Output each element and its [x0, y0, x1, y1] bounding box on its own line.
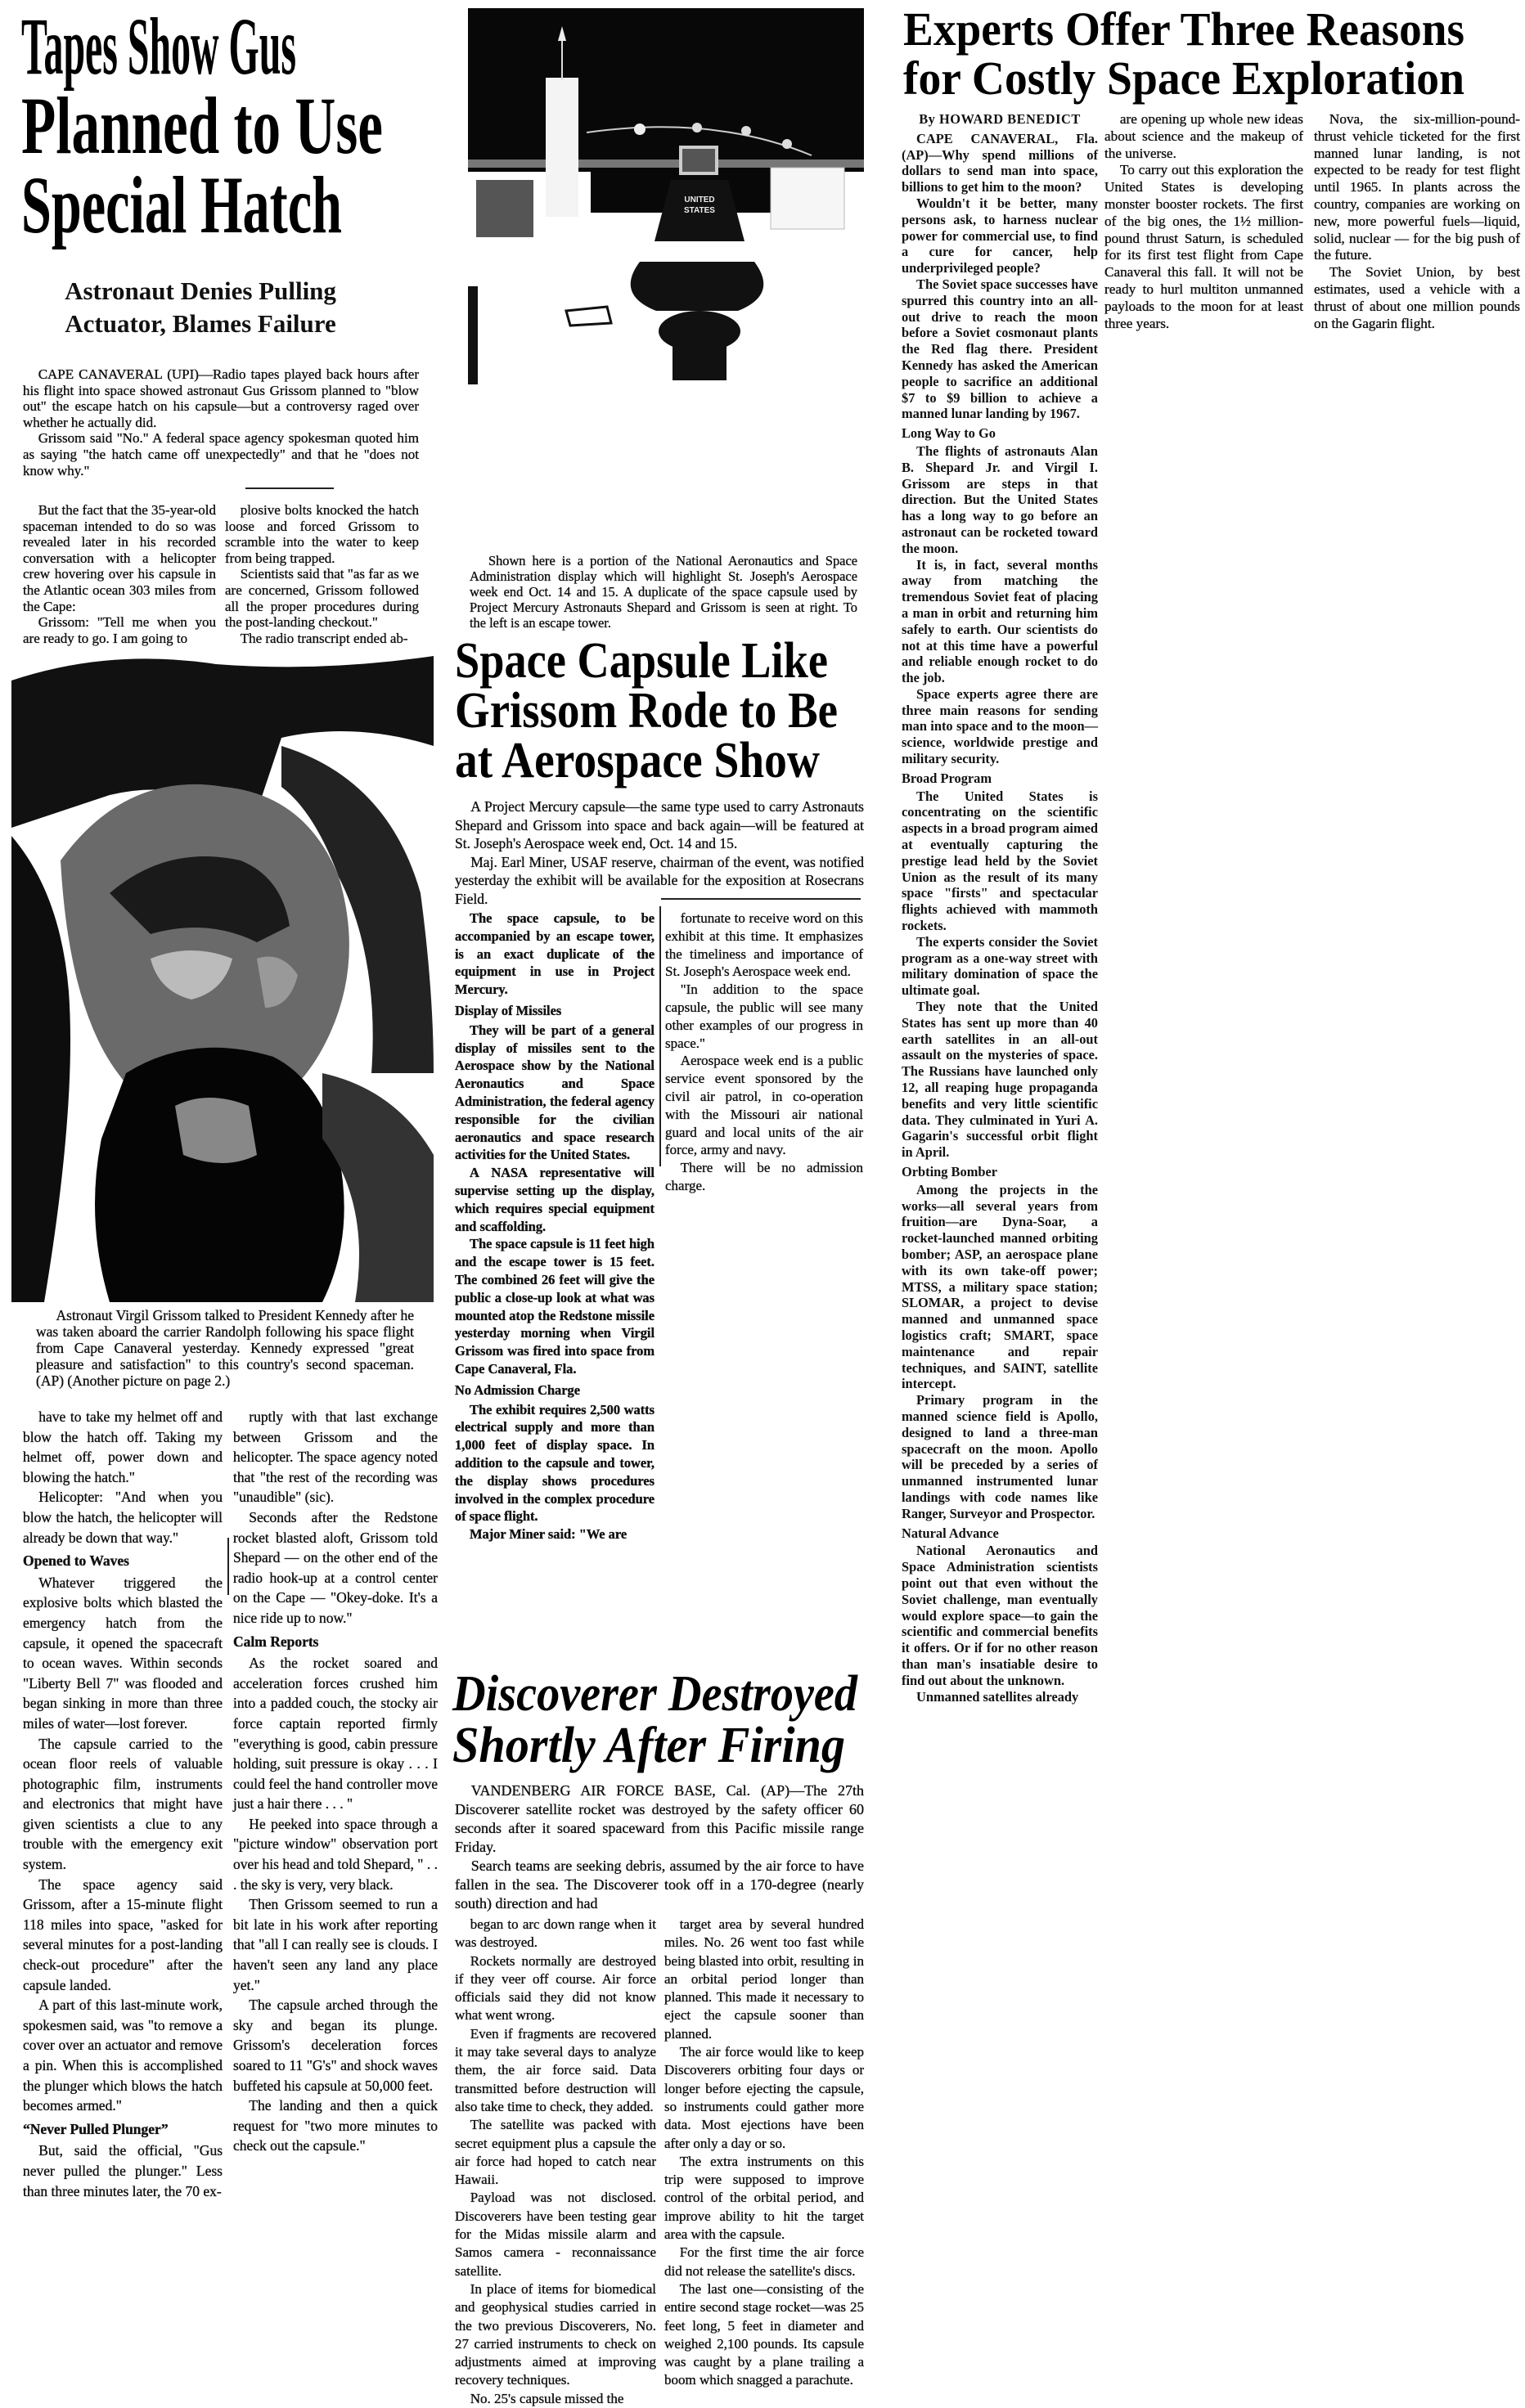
paragraph: are opening up whole new ideas about science and the makeup of the universe. — [1104, 111, 1303, 161]
paragraph: CAPE CANAVERAL (UPI)—Radio tapes played back hours after his flight into space showed astronaut Gus Grissom planned to "blow out" the escape hatch on his capsule—but a controversy raged over whether he actually did. — [23, 366, 419, 430]
paragraph: A part of this last-minute work, spokesmen said, was "to remove a cover over an actuator and remove a pin. When this is accomplished the plunger which blows the hatch becomes armed." — [23, 1997, 223, 2114]
divider — [245, 487, 334, 489]
paragraph: The experts consider the Soviet program as a one-way street with military domination of space the ultimate goal. — [902, 933, 1098, 999]
grissom-photo — [11, 648, 434, 1302]
section-subhead: Long Way to Go — [902, 425, 996, 442]
paragraph: The Soviet Union, by best estimates, used a vehicle with a thrust of about one million pounds on the Gagarin flight. — [1314, 264, 1520, 331]
paragraph: The capsule carried to the ocean floor reels of valuable photographic film, instruments and electronics that might have given scientists a clue to any trouble with the emergency exit system. — [23, 1735, 223, 1873]
section-subhead: Broad Program — [902, 770, 992, 786]
paragraph: Search teams are seeking debris, assumed by the air force to have fallen in the sea. The Discoverer took off in a 170-degree (nearly south) direction and had — [455, 1858, 864, 1912]
paragraph: have to take my helmet off and blow the hatch off. Taking my helmet off, power down and blowing the hatch." — [23, 1408, 223, 1485]
paragraph: Grissom said "No." A federal space agency spokesman quoted him as saying "the hatch came off unexpectedly" and that he "does not know why." — [23, 430, 419, 478]
tapes-lower-right-column — [233, 1407, 438, 2156]
paragraph: ruptly with that last exchange between Grissom and the helicopter. The space agency noted that "the rest of the recording was "unaudible" (sic). — [233, 1408, 438, 1506]
paragraph: Grissom: "Tell me when you are ready to go. I am going to — [23, 614, 216, 646]
paragraph: Payload was not disclosed. Discoverers have been testing gear for the Midas missile alarm and Samos camera - reconnaissance satellite. — [455, 2190, 656, 2279]
tapes-upper-left-column — [23, 502, 216, 646]
section-subhead: Display of Missiles — [455, 1002, 562, 1018]
headline-line: Discoverer Destroyed — [452, 1666, 857, 1722]
paragraph: The extra instruments on this trip were supposed to improve control of the orbital period, and improve ability to hit the target area with the capsule. — [664, 2153, 864, 2243]
headline-line: Grissom Rode to Be — [455, 683, 838, 739]
experts-column-a — [902, 111, 1098, 1705]
column-rule — [227, 1538, 229, 1595]
paragraph: A Project Mercury capsule—the same type used to carry Astronauts Shepard and Grissom into space and back again—will be featured at St. Joseph's Aerospace week end, Oct. 14 and 15. — [455, 798, 864, 852]
paragraph: The radio transcript ended ab- — [240, 630, 408, 646]
section-subhead: Orbting Bomber — [902, 1164, 998, 1179]
headline-line: for Costly Space Exploration — [903, 52, 1464, 105]
tapes-upper-right-column — [225, 502, 419, 646]
paragraph: No. 25's capsule missed the — [470, 2390, 624, 2406]
paragraph: Helicopter: "And when you blow the hatch, the helicopter will already be down that way." — [23, 1489, 223, 1546]
paragraph: Maj. Earl Miner, USAF reserve, chairman of the event, was notified yesterday the exhibit will be available for the exposition at Rosecrans Field. — [455, 853, 864, 907]
discoverer-right-column — [664, 1916, 864, 2390]
experts-headline — [903, 2, 1492, 105]
paragraph: In place of items for biomedical and geophysical studies carried in the two previous Discoverers, No. 27 carried instruments to check on adjustments aimed at improving recovery techniques. — [455, 2280, 656, 2388]
headline-line: Space Capsule Like — [455, 633, 828, 689]
capsule-right-column — [665, 910, 863, 1195]
subhead-line: Actuator, Blames Failure — [65, 309, 336, 338]
paragraph: The flights of astronauts Alan B. Shepard Jr. and Virgil I. Grissom are steps in that direction. But the United States has a long way to go before an astronaut can be rocketed toward the moon. — [902, 443, 1098, 556]
paragraph: Major Miner said: "We are — [470, 1526, 628, 1543]
paragraph: Scientists said that "as far as we are concerned, Grissom followed all the proper procedures during the post-landing checkout." — [225, 566, 419, 631]
paragraph: They will be part of a general display of missiles sent to the Aerospace show by the National Aeronautics and Space Administration, the federal agency responsible for the civilian aeronautics and space research activities for the United States. — [455, 1022, 655, 1163]
headline-line: Planned to Use — [21, 80, 383, 171]
paragraph: Rockets normally are destroyed if they veer off course. Air force officials said they did not know what went wrong. — [455, 1952, 656, 2024]
paragraph: began to arc down range when it was destroyed. — [455, 1916, 656, 1951]
byline: By HOWARD BENEDICT — [919, 111, 1081, 127]
paragraph: National Aeronautics and Space Administration scientists point out that even without the Soviet challenge, man eventually would explore space—to gain the scientific and commercial benefits it offers. Or if for no other reason than man's insatiable desire to find out about the unknown. — [902, 1543, 1098, 1688]
section-subhead: Calm Reports — [233, 1633, 319, 1650]
column-text — [902, 131, 1098, 1705]
photo-label: UNITED — [684, 195, 715, 204]
paragraph: He peeked into space through a "picture window" observation port over his head and told Shepard, " . . . the sky is very, very black. — [233, 1815, 438, 1893]
paragraph: Then Grissom seemed to run a bit late in his work after reporting that "all I can really see is clouds. I haven't seen any land any place yet." — [233, 1896, 438, 1993]
paragraph: The space capsule, to be accompanied by an escape tower, is an exact duplicate of the equipment in use in Project Mercury. — [455, 910, 655, 998]
paragraph: Primary program in the manned science field is Apollo, designed to land a three-man spacecraft on the moon. Apollo will be preceded by a series of unmanned instrumented lunar landings with code names like Ranger, Surveyor and Prospector. — [902, 1392, 1098, 1521]
paragraph: A NASA representative will supervise setting up the display, which requires special equipment and scaffolding. — [455, 1165, 655, 1234]
capsule-left-column — [455, 910, 655, 1543]
headline-line: Tapes Show Gus — [21, 1, 296, 92]
paragraph: Space experts agree there are three main reasons for sending man into space and to the moon—science, worldwide prestige and military security. — [902, 685, 1098, 767]
paragraph: Aerospace week end is a public service event sponsored by the civil air patrol, in co-operation with the Missouri air national guard and local units of the air force, army and navy. — [665, 1053, 863, 1158]
subhead-line: Astronaut Denies Pulling — [65, 276, 336, 305]
paragraph: The United States is concentrating on the scientific aspects in a broad program aimed at eventually capturing the prestige lead held by the Soviet Union as the result of its many space "firsts" and spectacular flights achieved with mammoth rockets. — [902, 788, 1098, 934]
tapes-lower-left-column — [23, 1407, 223, 2201]
section-subhead: Opened to Waves — [23, 1552, 129, 1570]
paragraph: But, said the official, "Gus never pulled the plunger." Less than three minutes later, the 70 ex- — [23, 2142, 223, 2199]
paragraph: For the first time the air force did not release the satellite's discs. — [664, 2244, 864, 2279]
paragraph: The exhibit requires 2,500 watts electrical supply and more than 1,000 feet of display space. In addition to the capsule and tower, the display shows procedures involved in the complex procedure of space flight. — [455, 1401, 655, 1525]
paragraph: CAPE CANAVERAL, Fla. (AP)—Why spend millions of dollars to send man into space, billions to get him to the moon? — [902, 130, 1098, 195]
tapes-subhead — [25, 275, 376, 340]
paragraph: The satellite was packed with secret equipment plus a capsule the air force had hoped to catch near Hawaii. — [455, 2117, 656, 2188]
paragraph: The space capsule is 11 feet high and the escape tower is 15 feet. The combined 26 feet will give the public a close-up look at what was mounted atop the Redstone missile yesterday morning when Virgil Grissom was fired into space from Cape Canaveral, Fla. — [455, 1236, 655, 1377]
capsule-lead — [455, 797, 864, 909]
paragraph: The Soviet space successes have spurred this country into an all-out drive to reach the moon before a Soviet cosmonaut plants the Red flag there. President Kennedy has asked the American people to sacrifice an additional $7 to $9 billion to achieve a manned lunar landing by 1967. — [902, 276, 1098, 422]
capsule-photo-caption — [470, 553, 857, 631]
grissom-photo-caption — [36, 1307, 414, 1389]
paragraph: The air force would like to keep Discoverers orbiting four days or longer before ejecting the capsule, so instruments could gather more data. Most ejections have been after only a day or so. — [664, 2044, 864, 2151]
headline-line: at Aerospace Show — [455, 733, 820, 788]
paragraph: Unmanned satellites already — [916, 1688, 1079, 1705]
paragraph: plosive bolts knocked the hatch loose and forced Grissom to scramble into the water to keep from being trapped. — [225, 502, 419, 566]
capsule-display-photo — [468, 8, 864, 416]
column-rule — [659, 906, 661, 1166]
photo-label: STATES — [684, 206, 715, 215]
discoverer-lead — [455, 1781, 864, 1913]
experts-column-c — [1314, 111, 1520, 332]
paragraph: Seconds after the Redstone rocket blasted aloft, Grissom told Shepard — on the other end of the radio hook-up at a control center on the Cape — "Okey-doke. It's a nice ride up to now." — [233, 1508, 438, 1626]
section-subhead: “Never Pulled Plunger” — [23, 2120, 169, 2137]
paragraph: Nova, the six-million-pound-thrust vehicle ticketed for the first manned lunar landing, is not expected to be ready for test flight until 1965. In plants across the country, companies are working on new, more powerful fuels—liquid, solid, nuclear — for the big push of the future. — [1314, 111, 1520, 263]
capsule-headline — [455, 633, 888, 788]
paragraph: But the fact that the 35-year-old spaceman intended to do so was revealed later in his recorded conversation with a helicopter crew hovering over his capsule in the Atlantic ocean 303 miles from the Cape: — [23, 502, 216, 614]
paragraph: They note that the United States has sent up more than 40 earth satellites in an all-out assault on the mysteries of space. The Russians have launched only 12, all reaping huge propaganda benefits and very little scientific data. They culminated in Yuri A. Gagarin's successful orbit flight in April. — [902, 999, 1098, 1161]
paragraph: As the rocket soared and acceleration forces crushed him into a padded couch, the stocky air force captain reported firmly "everything is good, cabin pressure holding, suit pressure is okay . . . I could feel the hand controller move just a hair there . . . " — [233, 1655, 438, 1813]
experts-column-b — [1104, 111, 1303, 332]
headline-line: Shortly After Firing — [452, 1718, 845, 1773]
paragraph: Among the projects in the works—all several years from fruition—are Dyna-Soar, a rocket-launched manned orbiting bomber; ASP, an aerospace plane with its own take-off power; MTSS, a military space station; SLOMAR, a project to devise manned and unmanned space logistics craft; SMART, space maintenance and repair techniques, and SAINT, satellite intercept. — [902, 1181, 1098, 1392]
section-subhead: Natural Advance — [902, 1525, 999, 1541]
caption-text: Astronaut Virgil Grissom talked to President Kennedy after he was taken aboard the carrier Randolph following his space flight from Cape Canaveral yesterday. Kennedy expressed "great pleasure and satisfaction" to this country's second spaceman. (AP) (Another picture on page 2.) — [36, 1307, 414, 1389]
paragraph: fortunate to receive word on this exhibit at this time. It emphasizes the timeliness and importance of St. Joseph's Aerospace week end. — [665, 910, 863, 980]
headline-line: Special Hatch — [21, 159, 342, 250]
discoverer-left-column — [455, 1916, 656, 2408]
tapes-lead — [23, 366, 419, 478]
section-subhead: No Admission Charge — [455, 1381, 580, 1398]
divider — [661, 898, 861, 900]
paragraph: Even if fragments are recovered it may take several days to analyze them, the air force said. Data transmitted before destruction will also take time to check, they added. — [455, 2025, 656, 2114]
paragraph: The last one—consisting of the entire second stage rocket—was 25 feet long, 5 feet in diameter and weighed 2,100 pounds. Its capsule was caught by a plane trailing a boom which snagged a parachute. — [664, 2280, 864, 2388]
paragraph: target area by several hundred miles. No. 26 went too fast while being blasted into orbit, resulting in an orbital period longer than planned. This made it necessary to eject the capsule sooner than planned. — [664, 1916, 864, 2042]
paragraph: It is, in fact, several months away from matching the tremendous Soviet feat of placing a man in orbit and returning him safely to earth. Our scientists do not at this time have a powerful and reliable enough rocket to do the job. — [902, 556, 1098, 686]
headline-line: Experts Offer Three Reasons — [903, 2, 1464, 56]
paragraph: "In addition to the space capsule, the public will see many other examples of our progress in space." — [665, 982, 863, 1051]
paragraph: There will be no admission charge. — [665, 1160, 863, 1193]
paragraph: Wouldn't it be better, many persons ask, to harness nuclear power for commercial use, to find a cure for cancer, help underprivileged people? — [902, 195, 1098, 276]
paragraph: The space agency said Grissom, after a 15-minute flight 118 miles into space, "asked for several minutes for a post-landing check-out procedure" after the capsule landed. — [23, 1876, 223, 1993]
paragraph: The capsule arched through the sky and began its plunge. Grissom's deceleration forces soared to 11 "G's" and shock waves buffeted his capsule at 50,000 feet. — [233, 1997, 438, 2094]
paragraph: Whatever triggered the explosive bolts which blasted the emergency hatch from the capsule, it opened the spacecraft to ocean waves. Within seconds "Liberty Bell 7" was flooded and began sinking in more than three miles of water—lost forever. — [23, 1574, 223, 1732]
discoverer-headline — [452, 1666, 899, 1773]
caption-text: Shown here is a portion of the National Aeronautics and Space Administration display which will highlight St. Joseph's Aerospace week end Oct. 14 and 15. A duplicate of the space capsule used by Project Mercury Astronauts Shepard and Grissom is seen at right. To the left is an escape tower. — [470, 553, 857, 631]
paragraph: To carry out this exploration the United States is developing monster booster rockets. The first of the big ones, the 1½ million-pound thrust Saturn, is scheduled for its first test flight from Cape Canaveral this fall. It will not be ready to hurl multiton unmanned payloads to the moon for at least three years. — [1104, 162, 1303, 331]
paragraph: VANDENBERG AIR FORCE BASE, Cal. (AP)—The 27th Discoverer satellite rocket was destroyed by the safety officer 60 seconds after it soared spaceward from this Pacific missile range Friday. — [455, 1782, 864, 1855]
paragraph: The landing and then a quick request for "two more minutes to check out the capsule." — [233, 2097, 438, 2154]
